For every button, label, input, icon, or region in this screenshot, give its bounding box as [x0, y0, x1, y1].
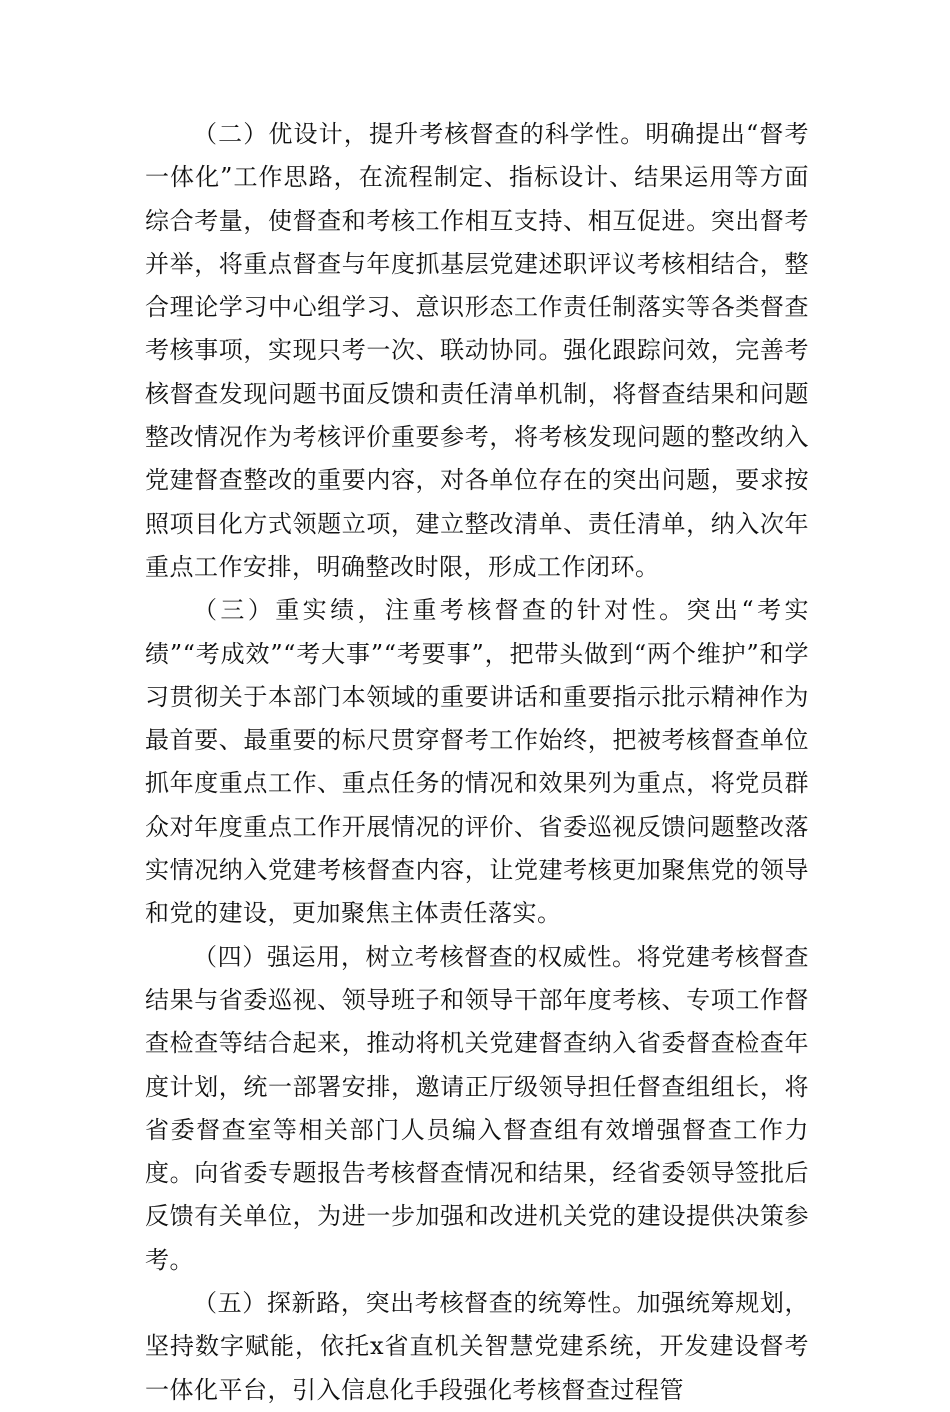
paragraph-5-new-path: （五）探新路，突出考核督查的统筹性。加强统筹规划，坚持数字赋能，依托x省直机关智慧党建系统，开发建设督考一体化平台，引入信息化手段强化考核督查过程管: [145, 1289, 809, 1404]
paragraph-4-application: （四）强运用，树立考核督查的权威性。将党建考核督查结果与省委巡视、领导班子和领导干部年度考核、专项工作督查检查等结合起来，推动将机关党建督查纳入省委督查检查年度计划，统一部署安排，邀请正厅级领导担任督查组组长，将省委督查室等相关部门人员编入督查组有效增强督查工作力度。向省委专题报告考核督查情况和结果，经省委领导签批后反馈有关单位，为进一步加强和改进机关党的建设提供决策参考。: [145, 942, 809, 1274]
document-body: [145, 113, 809, 1412]
paragraph-3-performance: （三）重实绩，注重考核督查的针对性。突出“考实绩”“考成效”“考大事”“考要事”，把带头做到“两个维护”和学习贯彻关于本部门本领域的重要讲话和重要指示批示精神作为最首要、最重要的标尺贯穿督考工作始终，把被考核督查单位抓年度重点工作、重点任务的情况和效果列为重点，将党员群众对年度重点工作开展情况的评价、省委巡视反馈问题整改落实情况纳入党建考核督查内容，让党建考核更加聚焦党的领导和党的建设，更加聚焦主体责任落实。: [145, 596, 809, 928]
paragraph-2-design: （二）优设计，提升考核督查的科学性。明确提出“督考一体化”工作思路，在流程制定、指标设计、结果运用等方面综合考量，使督查和考核工作相互支持、相互促进。突出督考并举，将重点督查与年度抓基层党建述职评议考核相结合，整合理论学习中心组学习、意识形态工作责任制落实等各类督查考核事项，实现只考一次、联动协同。强化跟踪问效，完善考核督查发现问题书面反馈和责任清单机制，将督查结果和问题整改情况作为考核评价重要参考，将考核发现问题的整改纳入党建督查整改的重要内容，对各单位存在的突出问题，要求按照项目化方式领题立项，建立整改清单、责任清单，纳入次年重点工作安排，明确整改时限，形成工作闭环。: [145, 120, 809, 581]
